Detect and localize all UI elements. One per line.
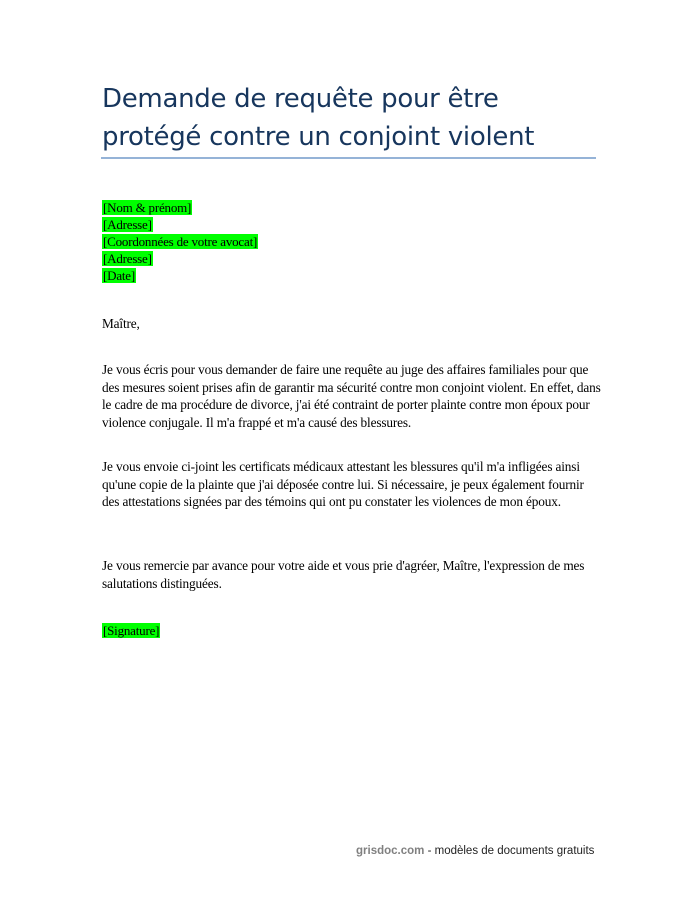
title-underline — [101, 157, 596, 159]
body-paragraph-attachments: Je vous envoie ci-joint les certificats médicaux attestant les blessures qu'il m'a infligées ainsi qu'une copie de la plainte que j'ai déposée contre lui. Si nécessaire, je peux également fournir des attestations signées par des témoins qui ont pu constater les violences de mon époux. — [102, 459, 584, 509]
document-title: Demande de requête pour être protégé contre un conjoint violent — [102, 84, 535, 152]
placeholder-lawyer-address: [Adresse] — [103, 251, 152, 266]
placeholder-address: [Adresse] — [103, 217, 152, 232]
sender-block — [102, 199, 258, 284]
footer — [356, 845, 594, 857]
footer-tagline: - modèles de documents gratuits — [424, 845, 595, 857]
footer-brand-link[interactable]: grisdoc.com — [356, 845, 425, 857]
salutation: Maître, — [102, 316, 140, 331]
placeholder-signature: [Signature] — [103, 623, 160, 638]
body-paragraph-request: Je vous écris pour vous demander de faire une requête au juge des affaires familiales pour que des mesures soient prises afin de garantir ma sécurité contre mon conjoint violent. En effet, dans le cadre de ma procédure de divorce, j'ai été contraint de porter plainte contre mon époux pour violence conjugale. Il m'a frappé et m'a causé des blessures. — [102, 362, 601, 430]
placeholder-name: [Nom & prénom] — [103, 200, 192, 215]
body-paragraph-closing: Je vous remercie par avance pour votre aide et vous prie d'agréer, Maître, l'expression de mes salutations distinguées. — [102, 558, 585, 591]
placeholder-date: [Date] — [103, 268, 135, 283]
signature-block — [102, 622, 160, 640]
placeholder-lawyer-contact: [Coordonnées de votre avocat] — [103, 234, 258, 249]
